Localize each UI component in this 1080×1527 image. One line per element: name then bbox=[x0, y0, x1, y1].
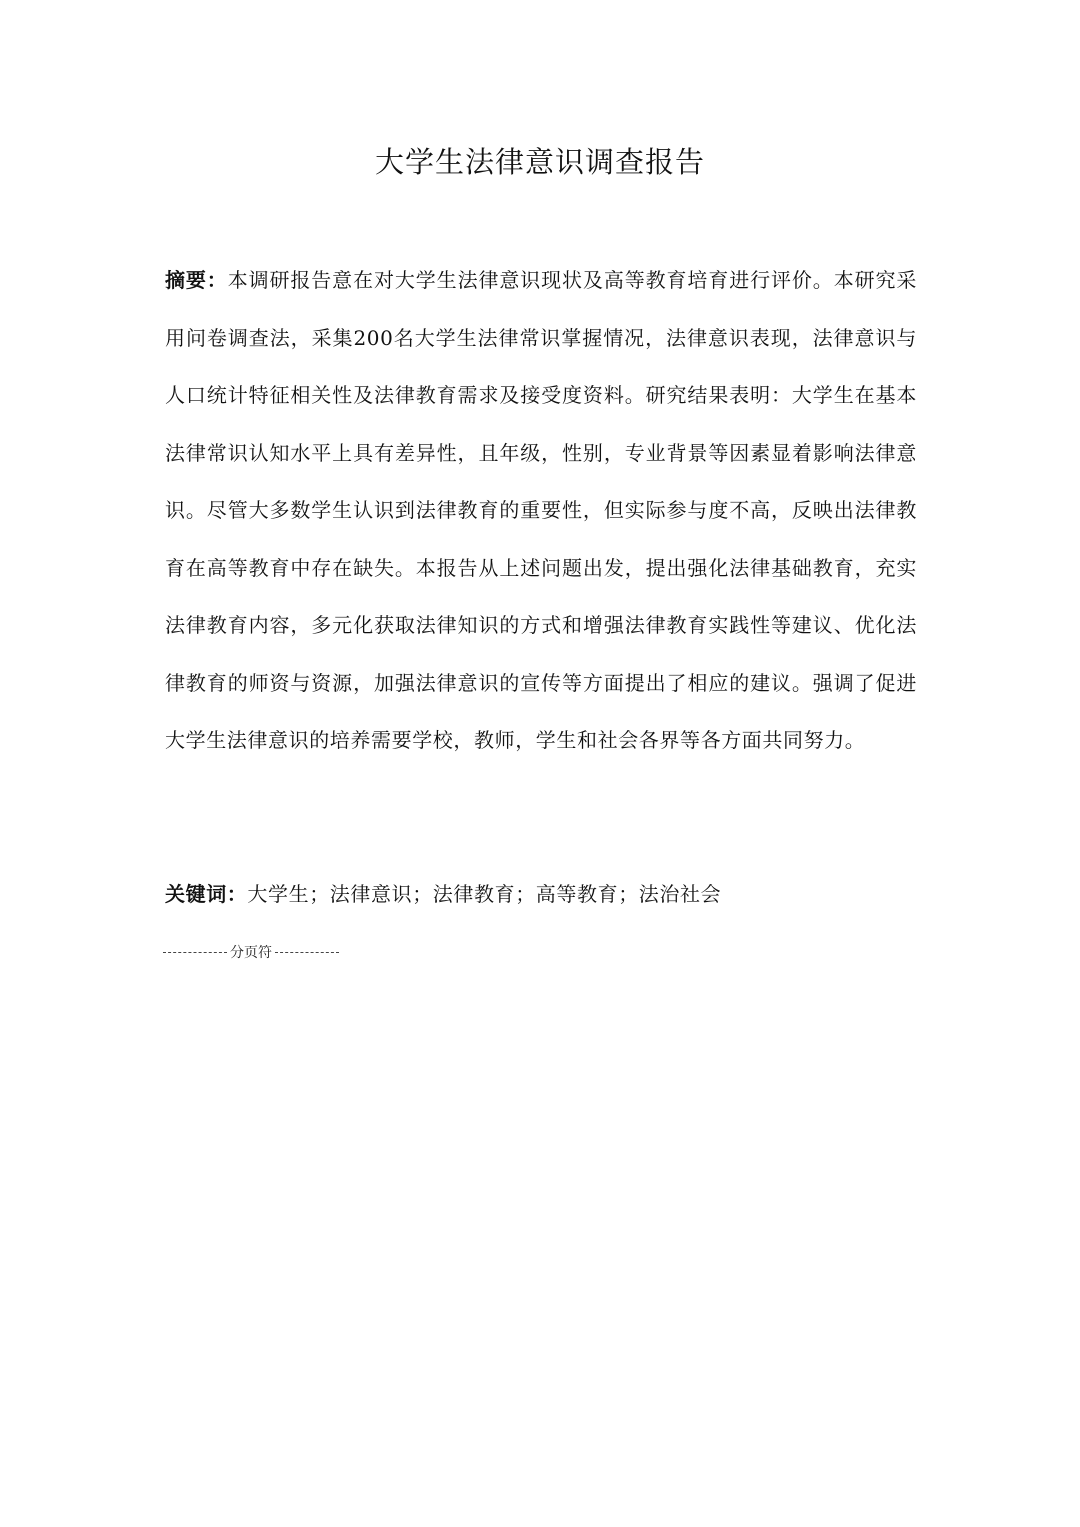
keywords-text: 大学生；法律意识；法律教育；高等教育；法治社会 bbox=[247, 882, 722, 906]
page-break-marker bbox=[163, 942, 339, 962]
abstract-text: 本调研报告意在对大学生法律意识现状及高等教育培育进行评价。本研究采用问卷调查法，采集200名大学生法律常识掌握情况，法律意识表现，法律意识与人口统计特征相关性及法律教育需求及接受度资料。研究结果表明：大学生在基本法律常识认知水平上具有差异性，且年级，性别，专业背景等因素显着影响法律意识。尽管大多数学生认识到法律教育的重要性，但实际参与度不高，反映出法律教育在高等教育中存在缺失。本报告从上述问题出发，提出强化法律基础教育，充实法律教育内容，多元化获取法律知识的方式和增强法律教育实践性等建议、优化法律教育的师资与资源，加强法律意识的宣传等方面提出了相应的建议。强调了促进大学生法律意识的培养需要学校，教师，学生和社会各界等各方面共同努力。 bbox=[165, 268, 917, 752]
abstract-paragraph bbox=[165, 252, 917, 770]
keywords-label: 关键词： bbox=[165, 882, 248, 906]
abstract-label: 摘要： bbox=[165, 268, 228, 292]
keywords-paragraph bbox=[165, 876, 917, 912]
page-break-dash-left bbox=[163, 952, 227, 953]
page-break-dash-right bbox=[275, 952, 339, 953]
document-title: 大学生法律意识调查报告 bbox=[374, 145, 705, 179]
page-break-label: 分页符 bbox=[230, 945, 272, 961]
